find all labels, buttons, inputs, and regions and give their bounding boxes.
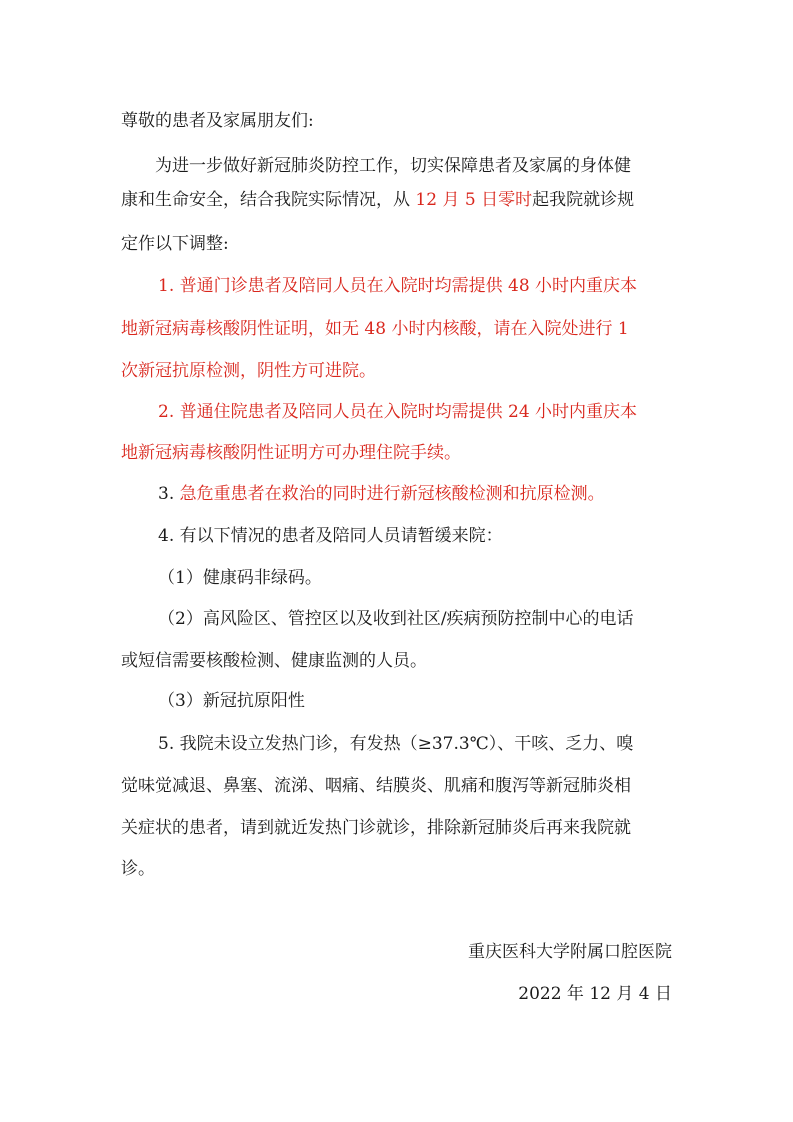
date: 2022 年 12 月 4 日 xyxy=(518,984,672,1004)
item-5-line-3: 关症状的患者，请到就近发热门诊就诊，排除新冠肺炎后再来我院就 xyxy=(121,818,631,838)
item-4-sub-3: （3）新冠抗原阳性 xyxy=(158,691,305,711)
item-4-line-1: 4. 有以下情况的患者及陪同人员请暂缓来院： xyxy=(158,526,503,546)
item-2-line-1: 2. 普通住院患者及陪同人员在入院时均需提供 24 小时内重庆本 xyxy=(158,402,638,422)
intro-line-1: 为进一步做好新冠肺炎防控工作，切实保障患者及家属的身体健 xyxy=(155,156,631,176)
item-4-sub-2-line-1: （2）高风险区、管控区以及收到社区/疾病预防控制中心的电话 xyxy=(158,609,634,629)
greeting: 尊敬的患者及家属朋友们: xyxy=(121,111,314,131)
item-1-line-2: 地新冠病毒核酸阴性证明，如无 48 小时内核酸，请在入院处进行 1 xyxy=(121,319,629,339)
item-3-text: 急危重患者在救治的同时进行新冠核酸检测和抗原检测。 xyxy=(179,484,605,504)
item-5-line-1: 5. 我院未设立发热门诊，有发热（≥37.3℃）、干咳、乏力、嗅 xyxy=(158,734,634,754)
signature: 重庆医科大学附属口腔医院 xyxy=(468,942,672,962)
item-2-line-2: 地新冠病毒核酸阴性证明方可办理住院手续。 xyxy=(121,443,461,463)
intro-line-2-start: 康和生命安全，结合我院实际情况，从 xyxy=(121,190,410,210)
item-1-line-3: 次新冠抗原检测，阴性方可进院。 xyxy=(121,361,376,381)
item-5-line-2: 觉味觉减退、鼻塞、流涕、咽痛、结膜炎、肌痛和腹泻等新冠肺炎相 xyxy=(121,776,631,796)
effective-time: 12 月 5 日零时 xyxy=(410,190,533,210)
item-3-number: 3. xyxy=(158,484,180,504)
item-4-sub-1: （1）健康码非绿码。 xyxy=(158,568,322,588)
intro-line-3: 定作以下调整: xyxy=(121,234,229,254)
item-1-line-1: 1. 普通门诊患者及陪同人员在入院时均需提供 48 小时内重庆本 xyxy=(158,276,638,296)
item-3 xyxy=(158,483,605,505)
intro-line-2 xyxy=(121,189,634,211)
item-5-line-4: 诊。 xyxy=(121,859,155,879)
intro-line-2-end: 起我院就诊规 xyxy=(532,190,635,210)
item-4-sub-2-line-2: 或短信需要核酸检测、健康监测的人员。 xyxy=(121,651,427,671)
